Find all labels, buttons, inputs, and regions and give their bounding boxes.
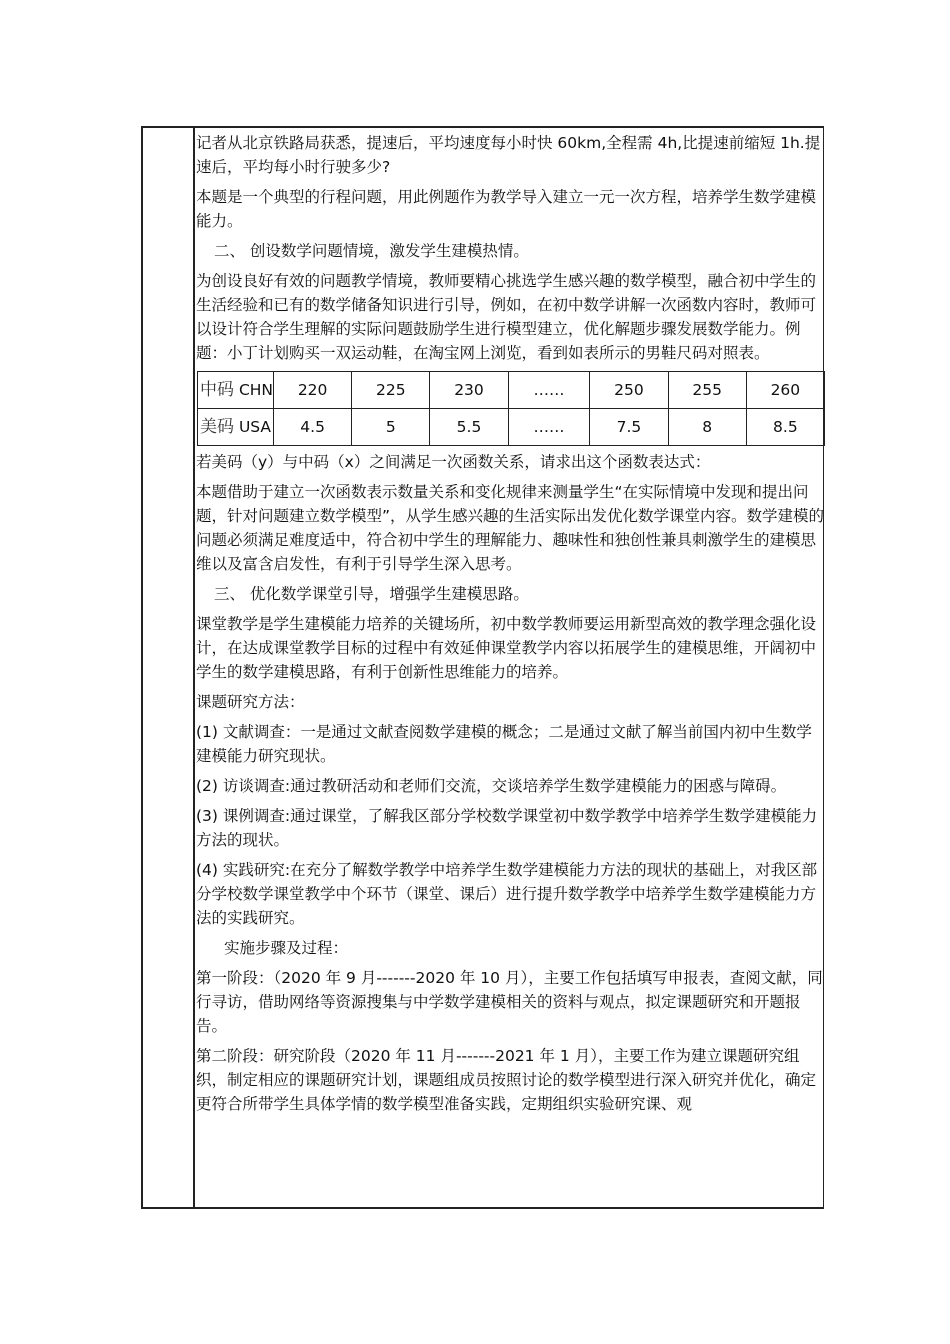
- left-label-column: [143, 128, 195, 1207]
- table-cell: 5: [352, 409, 430, 446]
- table-cell: ……: [508, 409, 590, 446]
- shoe-size-table: [197, 371, 825, 446]
- section-heading-3: 三、 优化数学课堂引导，增强学生建模思路。: [214, 585, 529, 603]
- table-cell: 5.5: [430, 409, 508, 446]
- table-cell: ……: [508, 372, 590, 409]
- table-row-chn: [198, 372, 825, 409]
- paragraph-question: 若美码（y）与中码（x）之间满足一次函数关系，请求出这个函数表达式：: [196, 453, 711, 471]
- table-cell: 8.5: [746, 409, 824, 446]
- table-cell: 225: [352, 372, 430, 409]
- paragraph-question-analysis: 本题借助于建立一次函数表示数量关系和变化规律来测量学生“在实际情境中发现和提出问题，针对问题建立数学模型”，从学生感兴趣的生活实际出发优化数学课堂内容。数学建模的问题必须满足难度适中，符合初中学生的理解能力、趣味性和独创性兼具刺激学生的建模思维以及富含启发性，有利于引导学生深入思考。: [196, 483, 825, 573]
- row-label-chn: 中码 CHN: [198, 372, 274, 409]
- method-item-4: (4) 实践研究:在充分了解数学教学中培养学生数学建模能力方法的现状的基础上，对我区部分学校数学课堂教学中个环节（课堂、课后）进行提升数学教学中培养学生数学建模能力方法的实践研究。: [196, 861, 818, 927]
- stage-1: 第一阶段：（2020 年 9 月-------2020 年 10 月），主要工作包括填写申报表，查阅文献，同行寻访，借助网络等资源搜集与中学数学建模相关的资料与观点，拟定课题研究和开题报告。: [196, 969, 823, 1035]
- table-cell: 230: [430, 372, 508, 409]
- method-item-3: (3) 课例调查:通过课堂，了解我区部分学校数学课堂初中数学教学中培养学生数学建模能力方法的现状。: [196, 807, 818, 849]
- method-item-2: (2) 访谈调查:通过教研活动和老师们交流，交谈培养学生数学建模能力的困惑与障碍。: [196, 777, 787, 795]
- section-heading-2: 二、 创设数学问题情境，激发学生建模热情。: [214, 242, 529, 260]
- content-cell: [196, 131, 826, 1122]
- table-row-usa: [198, 409, 825, 446]
- table-cell: 4.5: [274, 409, 352, 446]
- paragraph-classroom: 课堂教学是学生建模能力培养的关键场所，初中数学教师要运用新型高效的教学理念强化设计，在达成课堂教学目标的过程中有效延伸课堂教学内容以拓展学生的建模思维，开阔初中学生的数学建模思路，有利于创新性思维能力的培养。: [196, 615, 817, 681]
- steps-heading: 实施步骤及过程：: [224, 939, 349, 957]
- table-cell: 260: [746, 372, 824, 409]
- paragraph-situation: 为创设良好有效的问题教学情境，教师要精心挑选学生感兴趣的数学模型，融合初中学生的生活经验和已有的数学储备知识进行引导，例如，在初中数学讲解一次函数内容时，教师可以设计符合学生理解的实际问题鼓励学生进行模型建立，优化解题步骤发展数学能力。例题：小丁计划购买一双运动鞋，在淘宝网上浏览，看到如表所示的男鞋尺码对照表。: [196, 272, 817, 362]
- table-cell: 8: [668, 409, 746, 446]
- row-label-usa: 美码 USA: [198, 409, 274, 446]
- method-item-1: (1) 文献调查：一是通过文献查阅数学建模的概念；二是通过文献了解当前国内初中生数学建模能力研究现状。: [196, 723, 812, 765]
- document-table-frame: [141, 126, 824, 1209]
- methods-heading: 课题研究方法：: [196, 693, 305, 711]
- paragraph-intro-analysis: 本题是一个典型的行程问题，用此例题作为教学导入建立一元一次方程，培养学生数学建模能力。: [196, 188, 817, 230]
- stage-2: 第二阶段：研究阶段（2020 年 11 月-------2021 年 1 月），主要工作为建立课题研究组织，制定相应的课题研究计划，课题组成员按照讨论的数学模型进行深入研究并优化，确定更符合所带学生具体学情的数学模型准备实践，定期组织实验研究课、观: [196, 1047, 817, 1113]
- table-cell: 7.5: [590, 409, 668, 446]
- table-cell: 250: [590, 372, 668, 409]
- table-cell: 255: [668, 372, 746, 409]
- table-cell: 220: [274, 372, 352, 409]
- paragraph-intro-problem: 记者从北京铁路局获悉，提速后，平均速度每小时快 60km,全程需 4h,比提速前缩短 1h.提速后，平均每小时行驶多少?: [196, 134, 821, 176]
